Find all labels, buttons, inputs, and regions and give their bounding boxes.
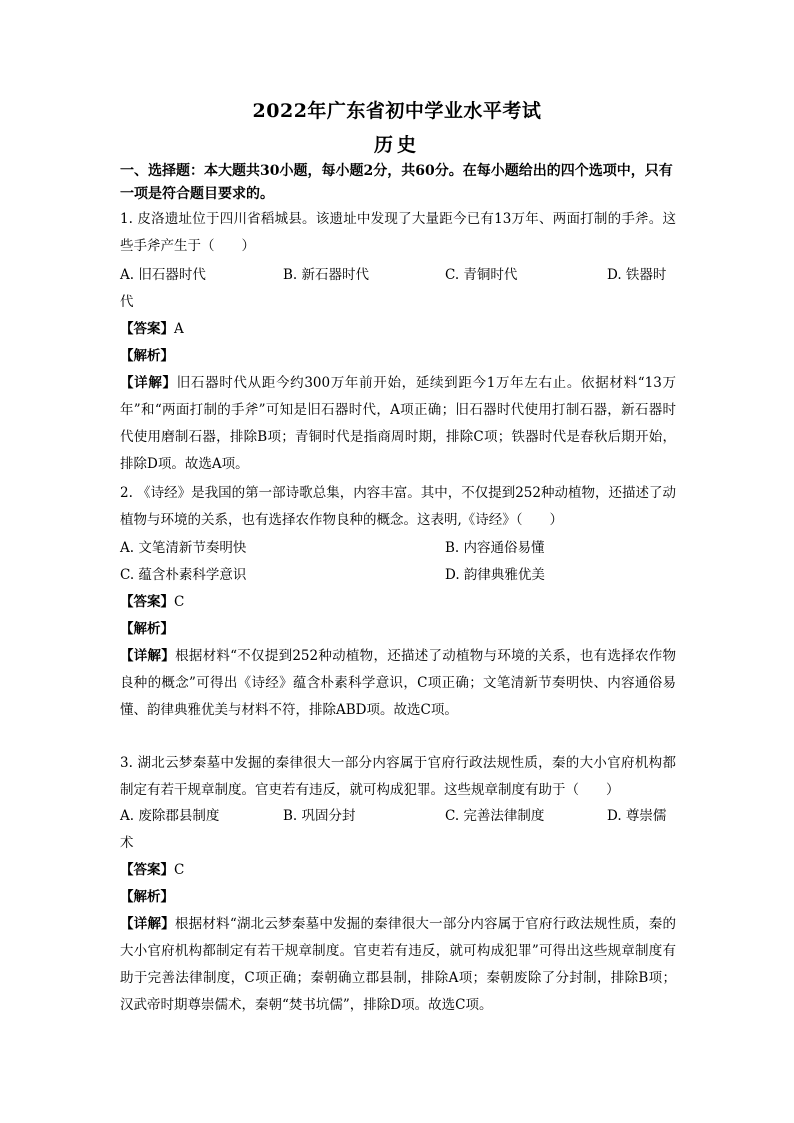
question-3-stem: 3. 湖北云梦秦墓中发掘的秦律很大一部分内容属于官府行政法规性质，秦的大小官府机构都制定有若干规章制度。官吏若有违反，就可构成犯罪。这些规章制度有助于（ ） bbox=[120, 755, 676, 798]
q3-analysis-tag: 【解析】 bbox=[120, 889, 174, 905]
q1-answer bbox=[120, 316, 680, 343]
question-2-options-row2 bbox=[120, 562, 680, 589]
q3-option-d-wrap bbox=[120, 830, 680, 857]
q2-detail-text: 根据材料“不仅提到252种动植物，还描述了动植物与环境的关系，也有选择农作物良种的概念”可得出《诗经》蕴含朴素科学意识，C项正确；文笔清新节奏明快、内容通俗易懂、韵律典雅优美与材料不符，排除ABD项。故选C项。 bbox=[120, 648, 676, 718]
q1-answer-value: A bbox=[174, 321, 184, 337]
question-2-options-row1 bbox=[120, 535, 680, 562]
q1-option-a: A. 旧石器时代 bbox=[120, 267, 206, 283]
q2-answer-value: C bbox=[174, 594, 185, 610]
question-1-stem: 1. 皮洛遗址位于四川省稻城县。该遗址中发现了大量距今已有13万年、两面打制的手斧。这些手斧产生于（ ） bbox=[120, 211, 676, 254]
q2-detail-tag: 【详解】 bbox=[120, 648, 176, 664]
q3-answer bbox=[120, 857, 680, 884]
q3-option-a: A. 废除郡县制度 bbox=[120, 808, 220, 824]
q2-analysis-tag: 【解析】 bbox=[120, 621, 174, 637]
q1-option-d: D. 铁器时 bbox=[607, 267, 667, 283]
exam-title: 2022年广东省初中学业水平考试 bbox=[252, 100, 542, 122]
q2-option-b: B. 内容通俗易懂 bbox=[445, 540, 545, 556]
q2-option-c: C. 蕴含朴素科学意识 bbox=[120, 567, 247, 583]
question-3-options bbox=[120, 803, 680, 830]
q1-detail-tag: 【详解】 bbox=[120, 375, 177, 391]
q3-answer-tag: 【答案】 bbox=[120, 862, 174, 878]
q1-option-b: B. 新石器时代 bbox=[283, 267, 370, 283]
q2-option-a: A. 文笔清新节奏明快 bbox=[120, 540, 247, 556]
question-1-options bbox=[120, 262, 680, 289]
q3-option-d: D. 尊崇儒 bbox=[607, 808, 667, 824]
q3-detail-tag: 【详解】 bbox=[120, 916, 175, 932]
q1-option-d-wrap bbox=[120, 289, 680, 316]
q1-option-d-cont: 代 bbox=[120, 294, 134, 310]
exam-subject: 历史 bbox=[373, 134, 420, 156]
q1-detail bbox=[120, 370, 676, 478]
q2-detail bbox=[120, 643, 676, 724]
section-heading: 一、选择题：本大题共30小题，每小题2分，共60分。在每小题给出的四个选项中，只有一项是符合题目要求的。 bbox=[120, 163, 673, 202]
q3-option-c: C. 完善法律制度 bbox=[445, 808, 545, 824]
q1-analysis-tag: 【解析】 bbox=[120, 348, 174, 364]
q2-analysis bbox=[120, 616, 680, 643]
q3-analysis bbox=[120, 884, 680, 911]
q3-detail bbox=[120, 911, 676, 1019]
q3-option-b: B. 巩固分封 bbox=[283, 808, 356, 824]
q1-analysis bbox=[120, 343, 680, 370]
q1-detail-text: 旧石器时代从距今约300万年前开始，延续到距今1万年左右止。依据材料“13万年”和“两面打制的手斧”可知是旧石器时代，A项正确；旧石器时代使用打制石器，新石器时代使用磨制石器，排除B项；青铜时代是指商周时期，排除C项；铁器时代是春秋后期开始，排除D项。故选A项。 bbox=[120, 375, 677, 472]
q3-option-d-cont: 术 bbox=[120, 835, 134, 851]
q3-detail-text: 根据材料“湖北云梦秦墓中发掘的秦律很大一部分内容属于官府行政法规性质，秦的大小官府机构都制定有若干规章制度。官吏若有违反，就可构成犯罪”可得出这些规章制度有助于完善法律制度，C项正确；秦朝确立郡县制，排除A项；秦朝废除了分封制，排除B项；汉武帝时期尊崇儒术，秦朝“焚书坑儒”，排除D项。故选C项。 bbox=[120, 916, 677, 1013]
q3-answer-value: C bbox=[174, 862, 185, 878]
q2-option-d: D. 韵律典雅优美 bbox=[445, 567, 545, 583]
q2-answer-tag: 【答案】 bbox=[120, 594, 174, 610]
question-2-stem: 2. 《诗经》是我国的第一部诗歌总集，内容丰富。其中，不仅提到252种动植物，还描述了动植物与环境的关系，也有选择农作物良种的概念。这表明,《诗经》（ ） bbox=[120, 485, 676, 528]
q2-answer bbox=[120, 589, 680, 616]
q1-option-c: C. 青铜时代 bbox=[445, 267, 518, 283]
q1-answer-tag: 【答案】 bbox=[120, 321, 174, 337]
